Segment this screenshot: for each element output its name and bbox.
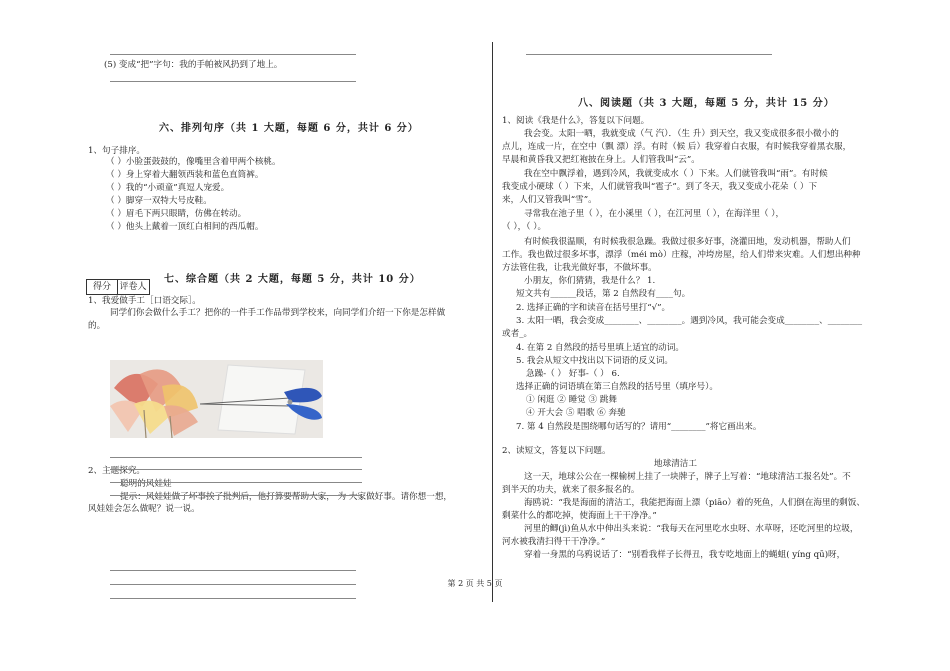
- section7-q1-prompt-1: 同学们你会做什么手工？把你的一件手工作品带到学校来，向同学们介绍一下你是怎样做: [110, 308, 446, 318]
- section8-q1-label: 1、阅读《我是什么》，答复以下问题。: [502, 116, 650, 126]
- question1-line: 或者_。: [502, 329, 533, 339]
- passage2-line: 这一天，地球公公在一棵榆树上挂了一块牌子，牌子上写着：“地球清洁工报名处”。不: [524, 472, 851, 482]
- score-box: [86, 279, 150, 295]
- section7-q2-hint-2: 风娃娃会怎么做呢？说一说。: [88, 504, 200, 514]
- question1-line: 3. 太阳一晒，我会变成________、________。遇到冷风，我可能会变成________、________: [516, 316, 863, 326]
- passage2-line: 穿着一身黑的乌鸦说话了：“别看我样子长得丑，我专吃地面上的蝇蛆( yíng qū)呀，: [524, 550, 846, 560]
- question1-line: 短文共有______段话，第 2 自然段有____句。: [516, 289, 691, 299]
- answer-line: [110, 457, 362, 458]
- question1-line: 2. 选择正确的字和读音在括号里打“√”。: [516, 303, 671, 313]
- question1-line: ① 闲逛 ② 睡觉 ③ 跳舞: [526, 395, 618, 405]
- answer-line: [110, 469, 362, 470]
- question1-line: 选择正确的词语填在第三自然段的括号里（填序号）。: [516, 382, 718, 392]
- section7-q2-label: 2、主题探究。: [88, 466, 146, 476]
- passage1-line: 我会变。太阳一晒，我就变成（气 汽）．（生 升）到天空，我又变成很多很小微小的: [524, 129, 839, 139]
- answer-line: [110, 54, 356, 55]
- question1-line: 7. 第 4 自然段是围绕哪句话写的？请用“________”将它画出来。: [516, 422, 762, 432]
- handcraft-photo-svg: [110, 360, 323, 438]
- answer-line: [110, 570, 356, 571]
- handcraft-photo: [110, 360, 323, 438]
- passage2-line: 剩菜什么的都吃掉，使海面上干干净净。”: [502, 511, 657, 521]
- section6-title: 六、排列句序（共 1 大题，每题 6 分，共计 6 分）: [159, 123, 419, 134]
- passage1-line: 来，人们又管我叫“雪”。: [502, 195, 597, 205]
- question1-line: ④ 开大会 ⑤ 唱歌 ⑥ 奔驰: [526, 408, 626, 418]
- passage1-line: 工作。我也做过很多坏事，漂浮（méi mò）庄稼，冲垮房屋，给人们带来灾难。人们想出种种: [502, 250, 861, 260]
- sort-item-4: （ ）脚穿一双特大号皮鞋。: [106, 196, 212, 206]
- passage1-line: （ ），（ ）。: [502, 222, 547, 232]
- passage1-line: 我变成小硬球（ ）下来，人们就管我叫“雹子”。到了冬天，我又变成小花朵（ ）下: [502, 182, 818, 192]
- sort-item-3: （ ）我的“小顽童”真逗人宠爱。: [106, 183, 230, 193]
- section7-q1-prompt-2: 的。: [88, 321, 106, 331]
- page-footer: 第 2 页 共 5 页: [447, 579, 503, 588]
- grader-cell: 评卷人: [117, 280, 148, 294]
- q5-text: (5) 变成“把”字句：我的手帕被风扔到了地上。: [104, 60, 283, 70]
- sort-item-2: （ ）身上穿着大翻领西装和蓝色直筒裤。: [106, 170, 264, 180]
- answer-line: [110, 482, 362, 483]
- question1-line: 4. 在第 2 自然段的括号里填上适宜的动词。: [516, 343, 684, 353]
- section7-q2-hint-1: 提示：风娃娃做了坏事挨了批判后，他打算要帮助大家， 为 大家做好事。请你想一想，: [120, 492, 453, 502]
- passage1-line: 早晨和黄昏我又把红袍披在身上。人们管我叫“云”。: [502, 155, 700, 165]
- score-cell: 得分: [92, 282, 111, 292]
- passage2-title: 地球清洁工: [654, 459, 697, 469]
- answer-line: [526, 54, 772, 55]
- right-column: [486, 0, 950, 671]
- section8-title: 八、阅读题（共 3 大题，每题 5 分，共计 15 分）: [578, 98, 835, 109]
- passage1-line: 我在空中飘浮着，遇到冷风，我就变成水（ ）下来。人们就管我叫“雨”。有时候: [524, 169, 828, 179]
- story-title: 聪明的风娃娃: [120, 479, 172, 489]
- question1-line: 急躁-（ ） 好事-（ ） 6.: [526, 369, 620, 379]
- sort-item-1: （ ）小脸蛋鼓鼓的，像嘴里含着甲两个核桃。: [106, 157, 281, 167]
- section7-title: 七、综合题（共 2 大题，每题 5 分，共计 10 分）: [164, 274, 421, 285]
- passage1-line: 有时候我很温顺，有时候我很急躁。我做过很多好事，浇灌田地，发动机器，帮助人们: [524, 237, 851, 247]
- passage1-line: 点儿，连成一片，在空中（飘 漂）浮。有时（候 后）我穿着白衣服，有时候我穿着黑衣服，: [502, 142, 852, 152]
- answer-line: [110, 495, 362, 496]
- sort-item-5: （ ）眉毛下两只眼睛，仿佛在转动。: [106, 209, 247, 219]
- passage1-line: 寻常我在池子里（ ），在小溪里（ ），在江河里（ ），在海洋里（ ），: [524, 209, 785, 219]
- question1-line: 5. 我会从短文中找出以下词语的反义词。: [516, 356, 674, 366]
- section7-q1-label: 1、我爱做手工［口语交际］。: [88, 296, 201, 306]
- passage1-line: 方法管住我，让我光做好事，不做坏事。: [502, 263, 657, 273]
- passage2-line: 到半天的功夫，就来了很多报名的。: [502, 485, 640, 495]
- sort-item-6: （ ）他头上戴着一顶红白相间的西瓜帽。: [106, 222, 264, 232]
- section8-q2-label: 2、读短文，答复以下问题。: [502, 446, 611, 456]
- passage2-line: 河水被我清扫得干干净净。”: [502, 537, 606, 547]
- section6-q1-label: 1、句子排序。: [88, 146, 146, 156]
- answer-line: [110, 598, 356, 599]
- passage2-line: 海鸥说：“我是海面的清洁工，我能把海面上漂（piāo）着的死鱼，人们倒在海里的剩饭、: [524, 498, 865, 508]
- passage1-line: 小朋友，你们猜猜，我是什么？ 1.: [524, 276, 656, 286]
- passage2-line: 河里的鲫(jì)鱼从水中伸出头来说：“我每天在河里吃水虫呀、水草呀，还吃河里的垃圾，: [524, 524, 859, 534]
- answer-line: [110, 81, 356, 82]
